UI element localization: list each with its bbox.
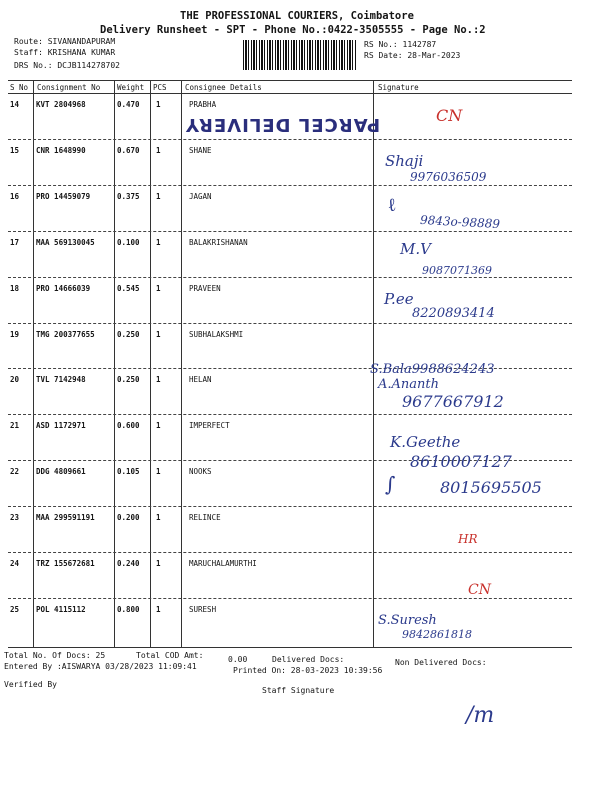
signature-row-20-phone: 9677667912 [402, 392, 504, 411]
row-pcs: 1 [156, 604, 161, 614]
total-docs: Total No. Of Docs: 25 [4, 651, 106, 660]
signature-row-14: CN [436, 106, 463, 125]
parcel-delivery-stamp: PARCEL DELIVERY [185, 114, 381, 135]
row-consignee: IMPERFECT [189, 421, 230, 431]
signature-row-24: CN [468, 582, 491, 598]
signature-row-17-phone: 9087071369 [422, 264, 492, 277]
signature-row-21-phone: 8610007127 [410, 452, 512, 471]
table-bottom-border [8, 647, 572, 648]
row-consignment-no: TVL 7142948 [36, 375, 86, 385]
row-pcs: 1 [156, 467, 161, 477]
signature-row-22-phone: 8015695505 [440, 478, 542, 497]
signature-row-23: HR [458, 532, 478, 546]
row-consignee: BALAKRISHANAN [189, 237, 248, 247]
signature-row-21-name: K.Geethe [390, 433, 461, 451]
row-sno: 24 [10, 559, 20, 568]
row-sno: 19 [10, 329, 20, 339]
row-consignee: JAGAN [189, 191, 212, 201]
row-weight: 0.240 [117, 559, 140, 568]
row-sno: 23 [10, 513, 20, 523]
signature-row-19: S.Bala9988624243 [370, 362, 495, 377]
column-header: PCS [153, 83, 167, 92]
row-consignment-no: CNR 1648990 [36, 145, 86, 155]
staff-label: Staff: KRISHANA KUMAR [14, 48, 116, 57]
row-weight: 0.250 [117, 375, 140, 385]
verified-by: Verified By [4, 680, 57, 689]
delivered-docs: Delivered Docs: [272, 655, 345, 664]
non-delivered-docs: Non Delivered Docs: [395, 658, 487, 667]
row-pcs: 1 [156, 421, 161, 431]
signature-row-15-name: Shaji [385, 152, 424, 170]
signature-row-22-mark: ∫ [385, 472, 396, 496]
row-separator [8, 552, 572, 553]
row-consignment-no: TMG 200377655 [36, 329, 95, 339]
signature-row-18-phone: 8220893414 [412, 306, 495, 321]
row-consignment-no: PRO 14459079 [36, 191, 91, 201]
row-pcs: 1 [156, 100, 161, 109]
row-sno: 20 [10, 375, 20, 385]
row-sno: 18 [10, 283, 20, 293]
row-sno: 15 [10, 145, 20, 155]
column-header: Signature [378, 83, 419, 92]
row-pcs: 1 [156, 283, 161, 293]
total-cod-value: 0.00 [228, 655, 248, 664]
signature-row-16-phone: 9843o-98889 [419, 212, 501, 232]
runsheet-subtitle: Delivery Runsheet - SPT - Phone No.:0422-3505555 - Page No.:2 [100, 24, 486, 36]
row-consignment-no: POL 4115112 [36, 604, 86, 614]
total-cod-label: Total COD Amt: [136, 651, 204, 660]
row-weight: 0.250 [117, 329, 140, 339]
row-separator [8, 185, 572, 186]
row-consignee: SURESH [189, 604, 217, 614]
row-separator [8, 598, 572, 599]
row-sno: 25 [10, 604, 20, 614]
row-consignment-no: DDG 4809661 [36, 467, 86, 477]
row-separator [8, 323, 572, 324]
column-header: Consignment No [37, 83, 101, 92]
table-top-border [8, 80, 572, 81]
signature-row-17-name: M.V [400, 240, 431, 258]
row-consignee: SHANE [189, 145, 212, 155]
column-header: S No [10, 83, 29, 92]
verified-signature: /m [466, 703, 495, 728]
row-separator [8, 506, 572, 507]
row-weight: 0.375 [117, 191, 140, 201]
row-sno: 17 [10, 237, 20, 247]
signature-row-15-phone: 9976036509 [410, 170, 487, 184]
signature-row-16-mark: ℓ [385, 194, 399, 217]
row-weight: 0.800 [117, 604, 140, 614]
row-sno: 14 [10, 100, 20, 109]
row-sno: 21 [10, 421, 20, 431]
row-consignment-no: TRZ 155672681 [36, 559, 95, 568]
row-separator [8, 139, 572, 140]
column-header: Weight [117, 83, 145, 92]
company-title: THE PROFESSIONAL COURIERS, Coimbatore [180, 10, 414, 22]
row-pcs: 1 [156, 191, 161, 201]
row-weight: 0.100 [117, 237, 140, 247]
row-pcs: 1 [156, 375, 161, 385]
row-consignee: PRABHA [189, 100, 217, 109]
row-weight: 0.470 [117, 100, 140, 109]
rs-number: RS No.: 1142787 [364, 40, 437, 49]
row-pcs: 1 [156, 329, 161, 339]
row-consignee: MARUCHALAMURTHI [189, 559, 257, 568]
drs-number: DRS No.: DCJB114278702 [14, 61, 120, 70]
row-weight: 0.200 [117, 513, 140, 523]
printed-on: Printed On: 28-03-2023 10:39:56 [233, 666, 383, 675]
row-pcs: 1 [156, 145, 161, 155]
row-consignee: HELAN [189, 375, 212, 385]
table-header-divider [8, 93, 572, 94]
row-consignment-no: KVT 2804968 [36, 100, 86, 109]
row-consignee: RELINCE [189, 513, 221, 523]
row-weight: 0.545 [117, 283, 140, 293]
col-divider [150, 80, 151, 647]
entered-by: Entered By :AISWARYA 03/28/2023 11:09:41 [4, 662, 197, 671]
row-weight: 0.600 [117, 421, 140, 431]
row-consignment-no: MAA 299591191 [36, 513, 95, 523]
row-separator [8, 231, 572, 232]
row-sno: 22 [10, 467, 20, 477]
signature-row-20-name: A.Ananth [378, 377, 440, 392]
row-pcs: 1 [156, 513, 161, 523]
row-consignment-no: ASD 1172971 [36, 421, 86, 431]
row-consignee: PRAVEEN [189, 283, 221, 293]
row-consignment-no: MAA 569130045 [36, 237, 95, 247]
row-weight: 0.105 [117, 467, 140, 477]
route-label: Route: SIVANANDAPURAM [14, 37, 116, 46]
row-pcs: 1 [156, 559, 161, 568]
row-pcs: 1 [156, 237, 161, 247]
row-consignee: NOOKS [189, 467, 212, 477]
col-divider [33, 80, 34, 647]
column-header: Consignee Details [185, 83, 262, 92]
row-consignee: SUBHALAKSHMI [189, 329, 244, 339]
barcode [243, 40, 356, 70]
col-divider [114, 80, 115, 647]
signature-row-25-name: S.Suresh [378, 613, 437, 628]
row-separator [8, 414, 572, 415]
staff-signature-label: Staff Signature [262, 686, 335, 695]
row-weight: 0.670 [117, 145, 140, 155]
rs-date: RS Date: 28-Mar-2023 [364, 51, 461, 60]
row-consignment-no: PRO 14666039 [36, 283, 91, 293]
signature-row-18-name: P.ee [384, 290, 414, 308]
col-divider [181, 80, 182, 647]
row-sno: 16 [10, 191, 20, 201]
signature-row-25-phone: 9842861818 [402, 628, 472, 641]
